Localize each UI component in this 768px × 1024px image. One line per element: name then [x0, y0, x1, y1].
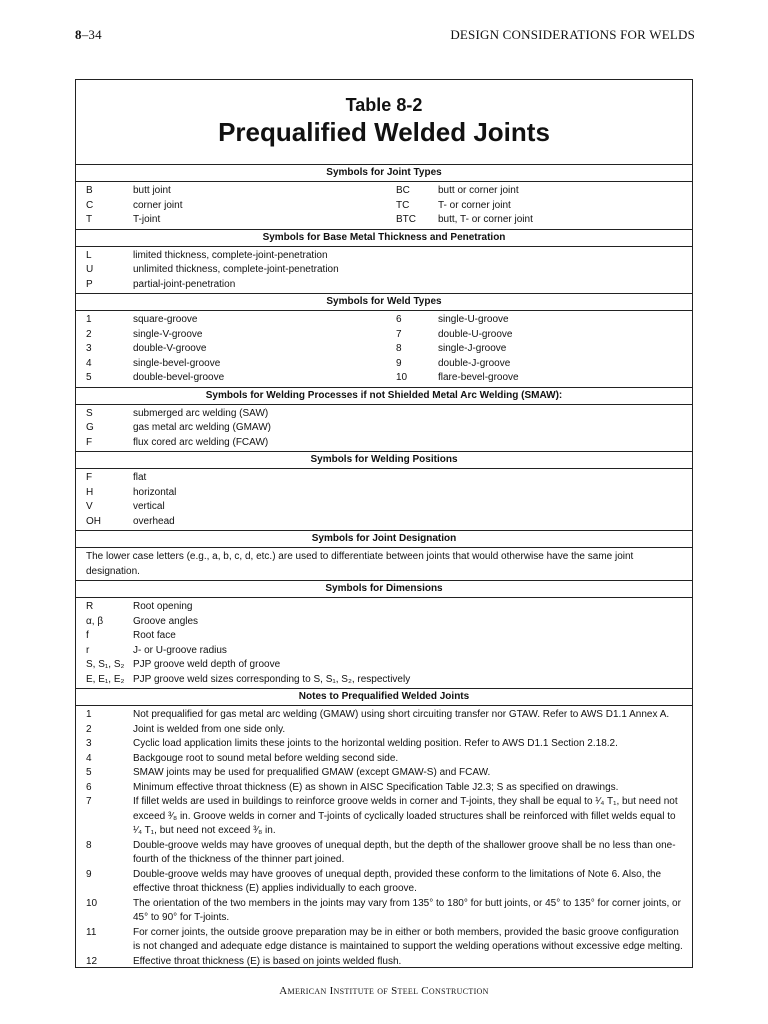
note-number: 2	[86, 723, 92, 735]
symbol: BTC	[396, 214, 416, 225]
joint-types-body	[76, 182, 692, 230]
symbol: r	[86, 644, 90, 656]
description: single-bevel-groove	[133, 357, 221, 369]
dimensions-body	[76, 598, 692, 689]
table-row	[76, 263, 692, 278]
description: unlimited thickness, complete-joint-penetration	[133, 264, 339, 275]
table-row	[76, 644, 692, 659]
description: flux cored arc welding (FCAW)	[133, 436, 269, 448]
symbol: H	[86, 486, 94, 498]
symbol: BC	[396, 185, 410, 196]
note-text: Double-groove welds may have grooves of unequal depth, but the depth of the shallower groove shall be no less than one-fourth of the thickness of the thinner part joined.	[133, 839, 676, 865]
description: single-V-groove	[133, 328, 203, 340]
table-row	[76, 486, 692, 501]
table-row	[76, 795, 692, 839]
processes-body	[76, 405, 692, 453]
table-row	[76, 766, 692, 781]
table-row	[76, 371, 692, 386]
note-number: 1	[86, 709, 92, 720]
table-row	[76, 184, 692, 199]
symbol: 10	[396, 372, 408, 383]
symbol: E, E₁, E₂	[86, 673, 125, 685]
description: double-bevel-groove	[133, 372, 225, 383]
table-frame	[75, 79, 693, 968]
symbol: 8	[396, 343, 402, 354]
description: double-V-groove	[133, 343, 207, 354]
table-title	[76, 80, 692, 165]
table-row	[76, 213, 692, 228]
page-footer: American Institute of Steel Construction	[279, 985, 489, 997]
note-number: 5	[86, 767, 92, 778]
table-row	[76, 955, 692, 970]
table-row	[76, 708, 692, 723]
table-number: Table 8-2	[345, 95, 423, 115]
note-text: Not prequalified for gas metal arc welding (GMAW) using short circuiting transfer nor GTAW. Refer to AWS D1.1 Annex A.	[133, 709, 670, 720]
symbol: α, β	[86, 615, 104, 627]
note-number: 4	[86, 752, 92, 764]
description: double-U-groove	[438, 328, 513, 340]
symbol: R	[86, 601, 94, 612]
section-heading-designation: Symbols for Joint Designation	[76, 531, 692, 548]
table-row	[76, 839, 692, 868]
symbol: 7	[396, 328, 402, 340]
section-heading-joint-types: Symbols for Joint Types	[76, 165, 692, 182]
table-row	[76, 421, 692, 436]
description: single-J-groove	[438, 343, 507, 354]
description: Root face	[133, 630, 176, 641]
note-text: If fillet welds are used in buildings to reinforce groove welds in corner and T-joints, they shall be equal to ¹⁄₄ T₁, but need not exceed ³⁄₈ in. Groove welds in corner and T-joints of cyclically loaded structures shall be reinforced with fillet welds equal to ¹⁄₄ T₁, but need not exceed ³⁄₈ in.	[133, 796, 678, 836]
table-row	[76, 600, 692, 615]
table-row	[76, 868, 692, 897]
table-row	[76, 328, 692, 343]
designation-text: The lower case letters (e.g., a, b, c, d, etc.) are used to differentiate between joints that would otherwise have the same joint designation.	[86, 551, 634, 577]
table-row	[76, 357, 692, 372]
description: submerged arc welding (SAW)	[133, 407, 269, 419]
description: J- or U-groove radius	[133, 644, 227, 656]
table-row	[76, 723, 692, 738]
description: single-U-groove	[438, 314, 509, 325]
note-number: 6	[86, 781, 92, 793]
description: limited thickness, complete-joint-penetration	[133, 249, 328, 261]
symbol: B	[86, 185, 93, 196]
symbol: S, S₁, S₂	[86, 659, 125, 670]
symbol: T	[86, 214, 93, 225]
description: vertical	[133, 501, 165, 512]
section-heading-weld-types: Symbols for Weld Types	[76, 294, 692, 311]
symbol: 4	[86, 357, 92, 369]
note-number: 11	[86, 926, 97, 938]
symbol: 5	[86, 372, 92, 383]
table-row	[76, 342, 692, 357]
section-heading-base-metal: Symbols for Base Metal Thickness and Penetration	[76, 230, 692, 247]
table-row	[76, 615, 692, 630]
table-row	[76, 673, 692, 688]
section-heading-dimensions: Symbols for Dimensions	[76, 581, 692, 598]
table-row	[76, 278, 692, 293]
table-row	[76, 515, 692, 530]
note-text: Backgouge root to sound metal before welding second side.	[133, 752, 399, 764]
table-row	[76, 629, 692, 644]
note-text: Joint is welded from one side only.	[133, 723, 286, 735]
description: PJP groove weld depth of groove	[133, 659, 281, 670]
description: overhead	[133, 515, 175, 527]
symbol: 1	[86, 314, 92, 325]
table-row	[76, 752, 692, 767]
note-text: Cyclic load application limits these joints to the horizontal welding position. Refer to AWS D1.1 Section 2.18.2.	[133, 738, 618, 749]
table-row	[76, 249, 692, 264]
table-row	[76, 313, 692, 328]
description: flat	[133, 472, 147, 483]
description: double-J-groove	[438, 357, 511, 369]
symbol: 9	[396, 357, 402, 369]
symbol: 6	[396, 314, 402, 325]
section-heading-notes: Notes to Prequalified Welded Joints	[76, 689, 692, 706]
table-row	[76, 897, 692, 926]
designation-body	[76, 548, 692, 581]
description: corner joint	[133, 199, 183, 211]
table-row	[76, 781, 692, 796]
description: T-joint	[133, 214, 161, 225]
section-heading-processes: Symbols for Welding Processes if not Shielded Metal Arc Welding (SMAW):	[76, 388, 692, 405]
description: square-groove	[133, 314, 198, 325]
symbol: P	[86, 278, 93, 290]
description: Groove angles	[133, 615, 199, 627]
table-row	[76, 436, 692, 451]
symbol: U	[86, 264, 94, 275]
note-number: 10	[86, 897, 98, 909]
note-text: SMAW joints may be used for prequalified GMAW (except GMAW-S) and FCAW.	[133, 767, 491, 778]
note-text: The orientation of the two members in the joints may vary from 135° to 180° for butt joints, or 45° to 135° for corner joints, or 45° to 90° for T-joints.	[133, 897, 681, 923]
note-text: For corner joints, the outside groove preparation may be in either or both members, provided the basic groove configuration is not changed and adequate edge distance is maintained to support the welding operations without excessive edge melting.	[133, 926, 683, 952]
table-row	[76, 199, 692, 214]
description: butt or corner joint	[438, 185, 519, 196]
page-number: 8–34	[75, 27, 102, 42]
symbol: TC	[396, 199, 410, 211]
description: butt, T- or corner joint	[438, 214, 533, 225]
note-number: 9	[86, 868, 92, 880]
table-row	[76, 471, 692, 486]
table-name: Prequalified Welded Joints	[218, 117, 550, 147]
note-text: Minimum effective throat thickness (E) as shown in AISC Specification Table J2.3; S as specified on drawings.	[133, 781, 619, 793]
running-title: DESIGN CONSIDERATIONS FOR WELDS	[450, 27, 695, 42]
weld-types-body	[76, 311, 692, 388]
symbol: F	[86, 472, 93, 483]
note-number: 8	[86, 839, 92, 851]
note-number: 3	[86, 738, 92, 749]
description: Root opening	[133, 601, 193, 612]
symbol: 2	[86, 328, 92, 340]
symbol: f	[86, 630, 89, 641]
description: partial-joint-penetration	[133, 278, 236, 290]
description: gas metal arc welding (GMAW)	[133, 422, 271, 433]
note-text: Effective throat thickness (E) is based on joints welded flush.	[133, 955, 402, 967]
notes-body	[76, 706, 692, 970]
description: flare-bevel-groove	[438, 372, 519, 383]
symbol: 3	[86, 343, 92, 354]
table-row	[76, 737, 692, 752]
symbol: G	[86, 422, 94, 433]
note-number: 7	[86, 796, 92, 807]
description: T- or corner joint	[438, 199, 511, 211]
positions-body	[76, 469, 692, 531]
symbol: L	[86, 249, 92, 261]
symbol: V	[86, 501, 93, 512]
page-header	[75, 27, 695, 43]
symbol: C	[86, 199, 94, 211]
section-heading-positions: Symbols for Welding Positions	[76, 452, 692, 469]
table-row	[76, 500, 692, 515]
note-number: 12	[86, 955, 98, 967]
description: horizontal	[133, 486, 177, 498]
description: PJP groove weld sizes corresponding to S, S₁, S₂, respectively	[133, 673, 411, 685]
symbol: S	[86, 407, 93, 419]
note-text: Double-groove welds may have grooves of unequal depth, provided these conform to the limitations of Note 6. Also, the effective throat thickness (E) applies individually to each groove.	[133, 868, 662, 894]
table-row	[76, 926, 692, 955]
table-row	[76, 407, 692, 422]
base-metal-body	[76, 247, 692, 295]
description: butt joint	[133, 185, 171, 196]
symbol: F	[86, 436, 93, 448]
table-row	[76, 658, 692, 673]
symbol: OH	[86, 515, 101, 527]
